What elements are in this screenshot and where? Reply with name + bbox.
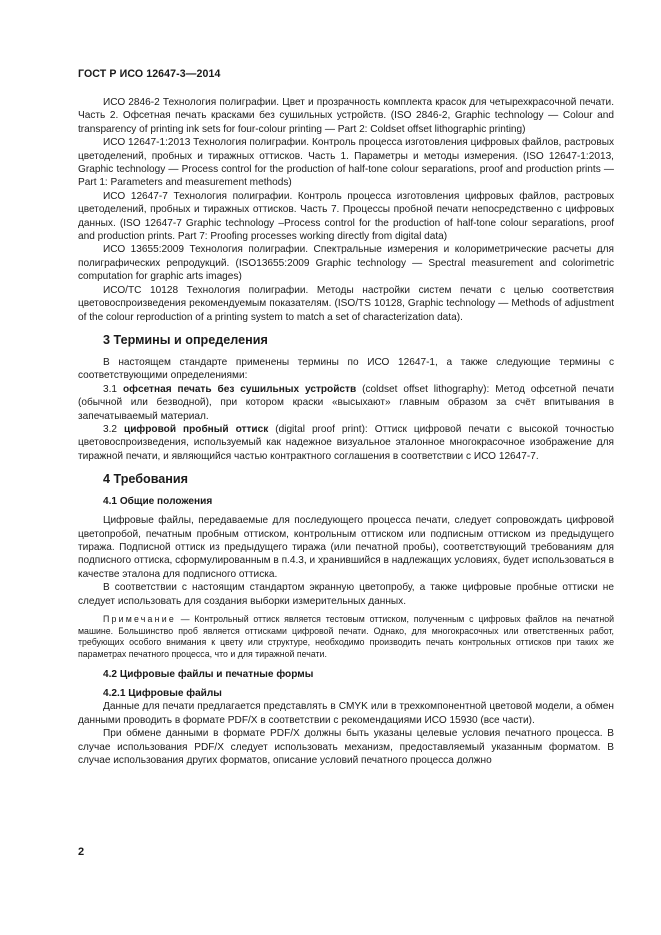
term-3-1 bbox=[78, 383, 614, 423]
reference-iso-2846-2: ИСО 2846-2 Технология полиграфии. Цвет и прозрачность комплекта красок для четырехкрасочной печати. Часть 2. Офсетная печать красками без сушильных устройств. (ISO 2846-2, Graphic technology — Colour and transparency of printing ink sets for four-colour printing — Part 2: Coldset offset lithographic printing) bbox=[78, 97, 614, 135]
term-3-1-number: 3.1 bbox=[103, 383, 123, 395]
section-4-2-1-heading: 4.2.1 Цифровые файлы bbox=[103, 688, 222, 700]
reference-iso-ts-10128: ИСО/ТС 10128 Технология полиграфии. Методы настройки систем печати с целью соответствия цветовоспроизведения рекомендуемым показателям. (ISO/TS 10128, Graphic technology — Methods of adjustment of the colour reproduction of a printing system to match a set of characterization data). bbox=[78, 284, 614, 323]
reference-iso-12647-7: ИСО 12647-7 Технология полиграфии. Контроль процесса изготовления цифровых файлов, растровых цветоделений, пробных и тиражных оттисков. Часть 7. Процессы пробной печати непосредственно с цифровых данных. (ISO 12647-7 Graphic technology –Process control for the production of half-tone colour separations, proof and production prints. Part 7: Proofing processes working directly from digital data) bbox=[78, 190, 614, 243]
section-4-2-1-paragraph-1: Данные для печати предлагается представлять в CMYK или в трехкомпонентной цветовой модели, а обмен данными проводить в формате PDF/X в соответствии с рекомендациями ИСО 15930 (все части). bbox=[78, 701, 614, 726]
section-4-1-heading: 4.1 Общие положения bbox=[103, 496, 213, 508]
normative-references bbox=[78, 96, 614, 324]
term-3-1-definition: (coldset offset lithography): Метод офсетной печати (обычной или безводной), при котором краски «высыхают» главным образом за счёт впитывания в запечатываемый материал. bbox=[78, 383, 615, 422]
section-4-heading: 4 Требования bbox=[103, 472, 188, 487]
section-4-1-paragraph-1: Цифровые файлы, передаваемые для последующего процесса печати, следует сопровождать цифровой цветопробой, печатным пробным оттиском, контрольным оттиском или подписным оттиском из предыдущего тиража. Подписной оттиск из предыдущего тиража (или печатной пробы), соответствующий требованиям для подписного оттиска, сформулированным в п.4.3, и хранившийся в надлежащих условиях, будет использоваться в качестве эталона для подписного оттиска. bbox=[78, 515, 614, 580]
term-3-2 bbox=[78, 423, 614, 463]
page-content bbox=[78, 96, 614, 767]
note bbox=[78, 614, 614, 660]
term-3-1-name: офсетная печать без сушильных устройств bbox=[122, 383, 357, 395]
note-text: — Контрольный оттиск является тестовым оттиском, полученным с цифровых файлов на печатной машине. Большинство проб является оттисками цифровой печати. Однако, для многокрасочных или ответственных работ, требующих особого внимания к цвету или структуре, необходимо производить печать контрольных оттисков при таких же параметрах печатного процесса, что и для тиражной печати. bbox=[78, 614, 614, 659]
page-number: 2 bbox=[78, 846, 85, 858]
section-4-2-heading: 4.2 Цифровые файлы и печатные формы bbox=[103, 669, 314, 681]
section-4-2-1-paragraph-2: При обмене данными в формате PDF/X должны быть указаны целевые условия печатного процесса. В случае использования PDF/X следует использовать механизм, предоставляемый указанным форматом. В случае использования других форматов, описание условий печатного процесса должно bbox=[78, 728, 614, 766]
term-3-2-definition: (digital proof print): Оттиск цифровой печати с высокой точностью цветовоспроизведения, используемый как надежное визуальное эталонное многокрасочное изображение для тиражной печати, и являющийся частью контрактного соглашения в соответствии с ИСО 12647-7. bbox=[78, 423, 614, 462]
note-label: Примечание bbox=[103, 614, 176, 624]
section-3-intro: В настоящем стандарте применены термины по ИСО 12647-1, а также следующие термины с соответствующими определениями: bbox=[78, 356, 614, 382]
term-3-2-name: цифровой пробный оттиск bbox=[124, 423, 269, 435]
reference-iso-13655: ИСО 13655:2009 Технология полиграфии. Спектральные измерения и колориметрические расчеты для полиграфических репродукций. (ISO13655:2009 Graphic technology — Spectral measurement and colorimetric computation for graphic arts images) bbox=[78, 244, 614, 283]
document-header: ГОСТ Р ИСО 12647-3—2014 bbox=[78, 68, 221, 80]
section-4-1-paragraph-2: В соответствии с настоящим стандартом экранную цветопробу, а также цифровые пробные оттиски не следует использовать для создания выборки измерительных данных. bbox=[78, 582, 614, 607]
section-3-heading: 3 Термины и определения bbox=[103, 332, 268, 347]
reference-iso-12647-1: ИСО 12647-1:2013 Технология полиграфии. Контроль процесса изготовления цифровых файлов, растровых цветоделений, пробных и тиражных оттисков. Часть 1. Параметры и методы измерения. (ISO 12647-1:2013, Graphic technology — Process control for the production of half-tone colour separations, proof and production prints — Part 1: Parameters and measurement methods) bbox=[78, 137, 614, 189]
term-3-2-number: 3.2 bbox=[103, 423, 125, 435]
